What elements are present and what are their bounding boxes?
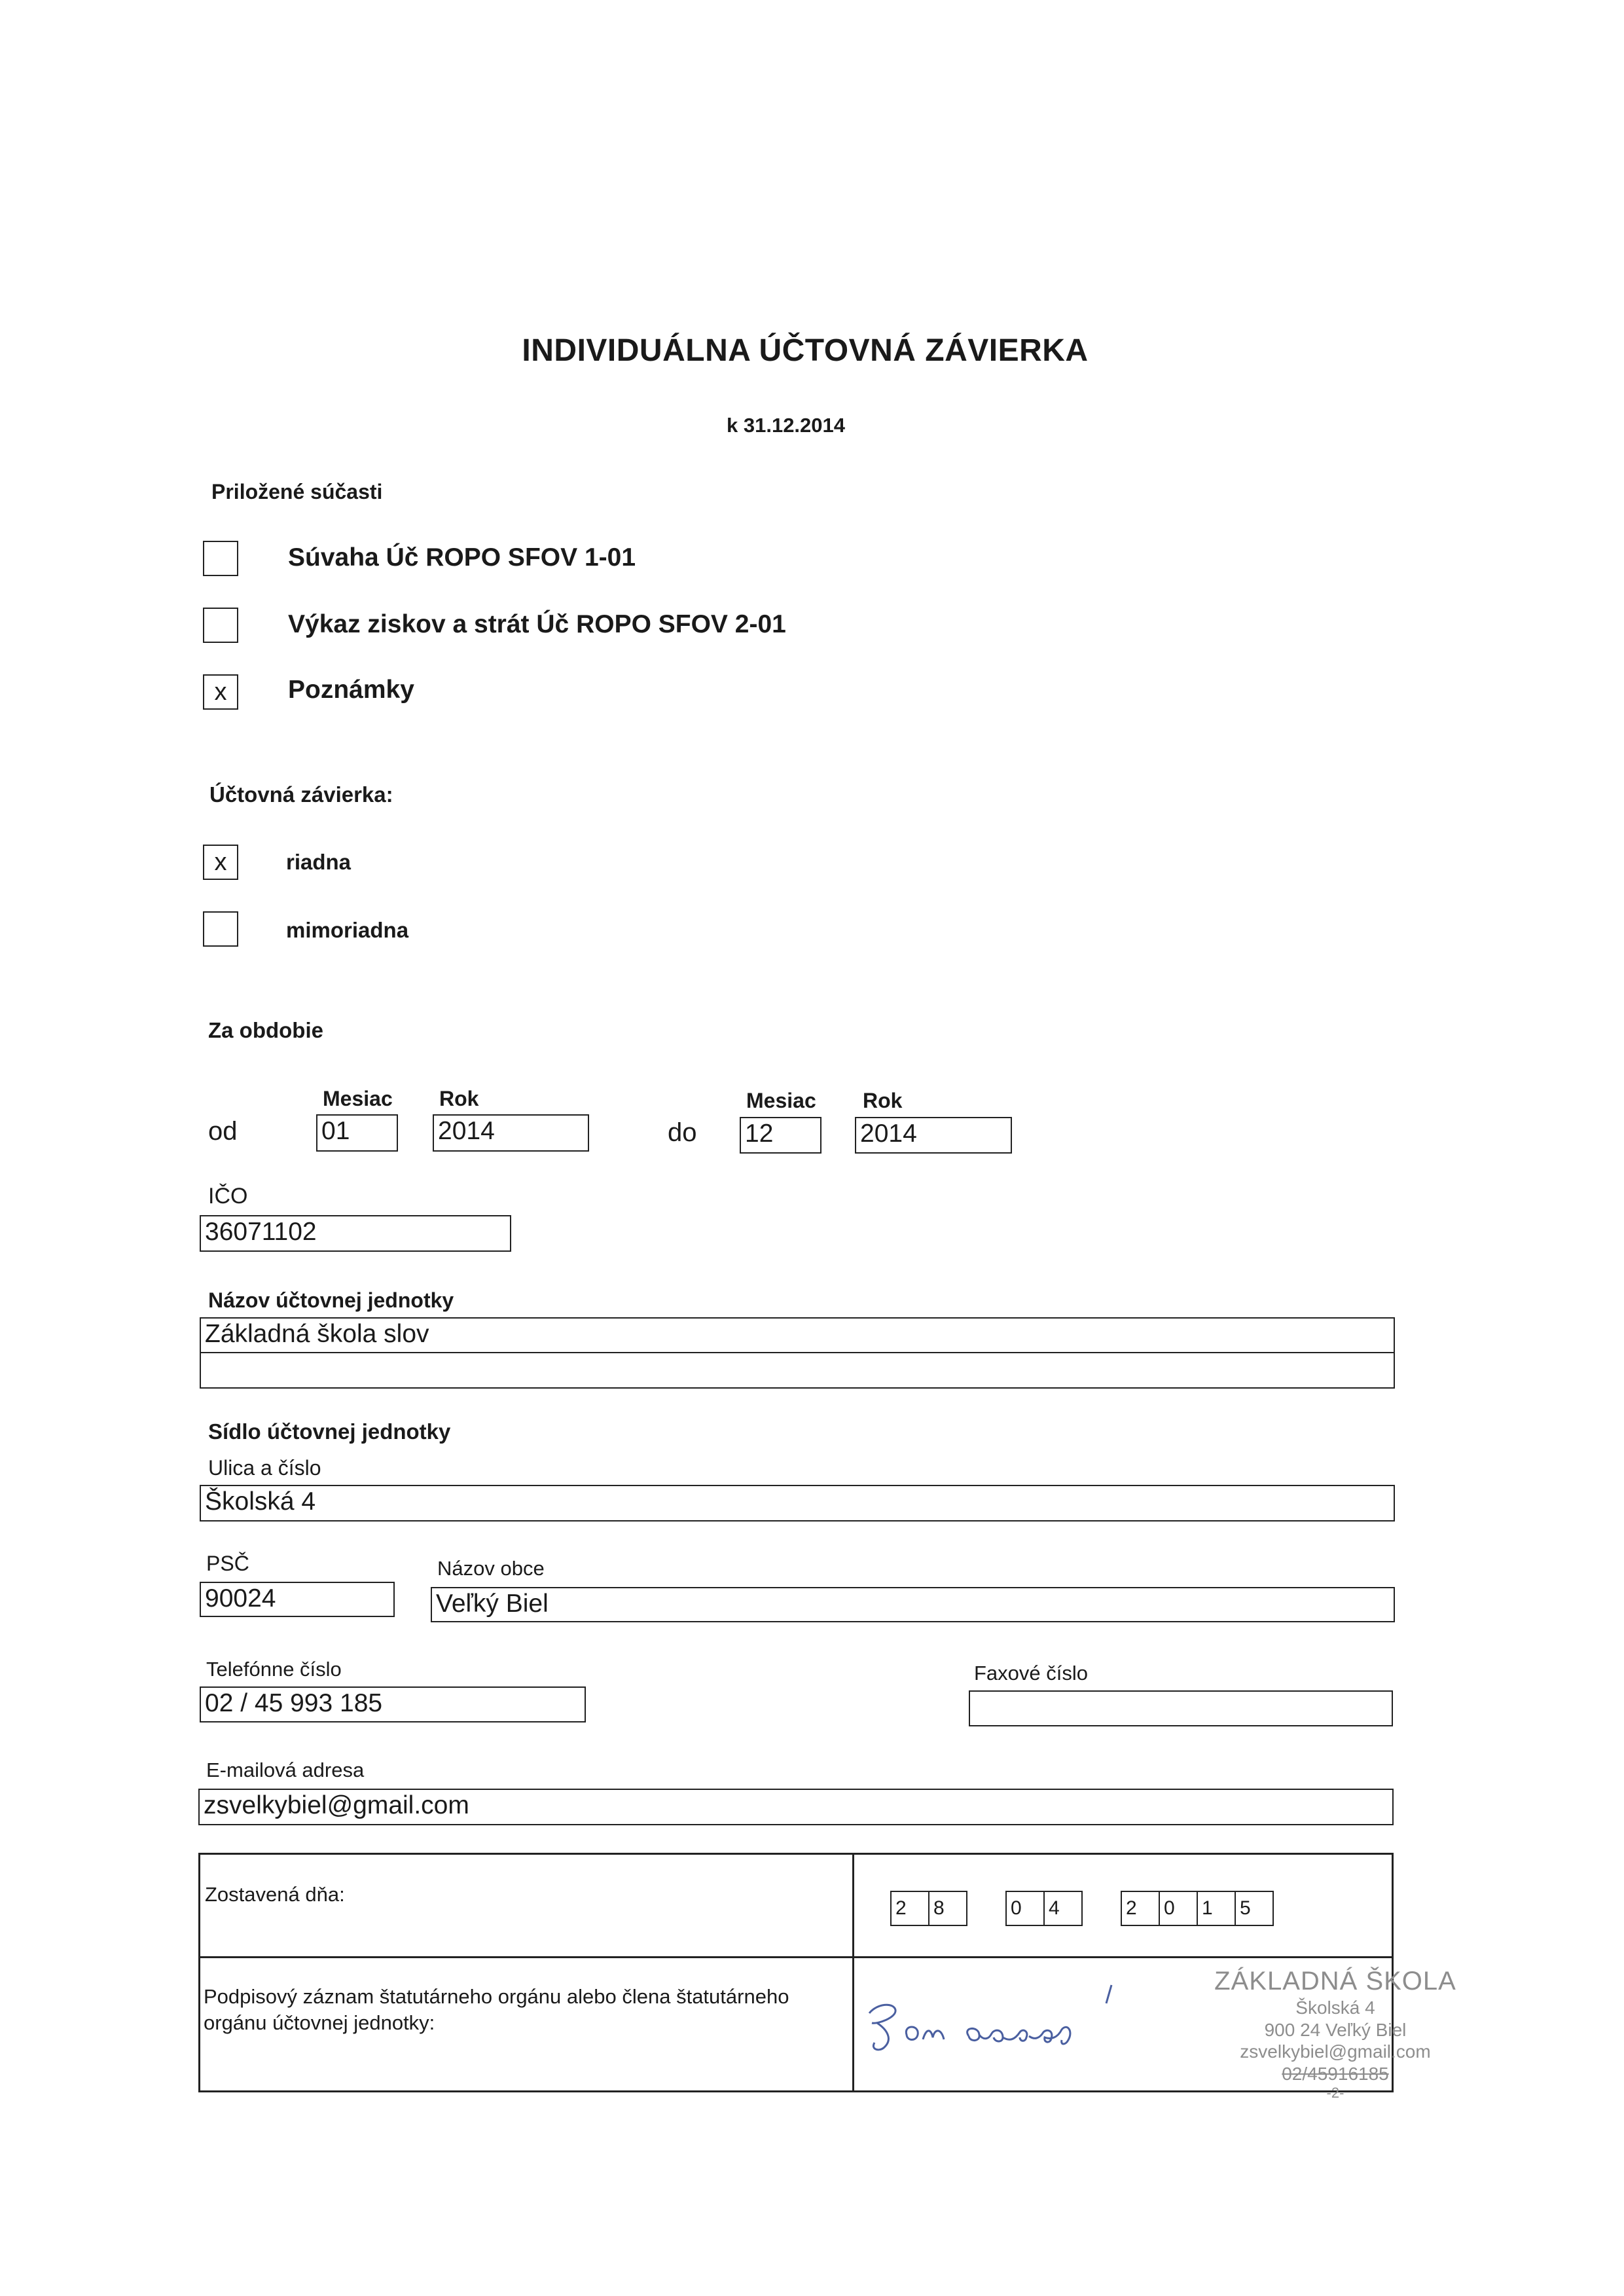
unit-name-label: Názov účtovnej jednotky	[208, 1288, 454, 1312]
attachment-poznamky-label: Poznámky	[288, 676, 414, 704]
compiled-day-digit-2[interactable]: 8	[928, 1891, 967, 1926]
compiled-year-digit-4[interactable]: 5	[1235, 1891, 1274, 1926]
to-month-field[interactable]: 12	[740, 1117, 821, 1154]
street-label: Ulica a číslo	[208, 1456, 321, 1480]
compiled-label: Zostavená dňa:	[205, 1883, 345, 1906]
from-year-label: Rok	[439, 1087, 479, 1110]
city-label: Názov obce	[437, 1557, 545, 1580]
street-field[interactable]: Školská 4	[200, 1485, 1395, 1522]
psc-field[interactable]: 90024	[200, 1582, 395, 1617]
unit-name-line1[interactable]: Základná škola slov	[200, 1317, 1395, 1353]
attachments-label: Priložené súčasti	[211, 480, 383, 503]
to-label: do	[668, 1118, 697, 1147]
compiled-year-digit-2[interactable]: 0	[1159, 1891, 1198, 1926]
stamp-line-3: 900 24 Veľký Biel	[1264, 2019, 1407, 2040]
period-label: Za obdobie	[208, 1018, 323, 1042]
phone-label: Telefónne číslo	[206, 1658, 342, 1681]
checkbox-poznamky[interactable]: x	[203, 674, 238, 710]
checkbox-vykaz[interactable]	[203, 608, 238, 643]
table-divider-vertical	[852, 1853, 854, 2092]
email-label: E-mailová adresa	[206, 1758, 365, 1781]
stamp-line-2: Školská 4	[1295, 1997, 1375, 2018]
address-label: Sídlo účtovnej jednotky	[208, 1419, 451, 1444]
compiled-month-digit-1[interactable]: 0	[1005, 1891, 1045, 1926]
from-year-field[interactable]: 2014	[433, 1114, 589, 1152]
from-month-label: Mesiac	[323, 1087, 393, 1110]
from-month-field[interactable]: 01	[316, 1114, 398, 1152]
signature-label-line2: orgánu účtovnej jednotky:	[204, 2011, 435, 2034]
stamp-line-4: zsvelkybiel@gmail.com	[1240, 2041, 1431, 2062]
school-stamp	[1198, 1965, 1473, 2102]
checkbox-suvaha[interactable]	[203, 541, 238, 576]
ico-field[interactable]: 36071102	[200, 1215, 511, 1252]
compiled-year-digit-3[interactable]: 1	[1197, 1891, 1236, 1926]
document-title: INDIVIDUÁLNA ÚČTOVNÁ ZÁVIERKA	[522, 333, 1089, 368]
closing-type-label: Účtovná závierka:	[209, 782, 393, 807]
phone-field[interactable]: 02 / 45 993 185	[200, 1686, 586, 1722]
closing-riadna-label: riadna	[286, 850, 352, 874]
handwritten-signature	[857, 1977, 1139, 2062]
fax-field[interactable]	[969, 1690, 1393, 1726]
signature-label-line1: Podpisový záznam štatutárneho orgánu alebo člena štatutárneho	[204, 1985, 789, 2008]
compiled-year-digit-1[interactable]: 2	[1121, 1891, 1160, 1926]
attachment-vykaz-label: Výkaz ziskov a strát Úč ROPO SFOV 2-01	[288, 610, 786, 638]
compiled-month-digit-2[interactable]: 4	[1043, 1891, 1083, 1926]
from-label: od	[208, 1117, 238, 1146]
fax-label: Faxové číslo	[974, 1662, 1089, 1685]
checkbox-riadna[interactable]: x	[203, 845, 238, 880]
unit-name-line2[interactable]	[200, 1352, 1395, 1389]
stamp-line-6: -2-	[1326, 2085, 1344, 2102]
city-field[interactable]: Veľký Biel	[431, 1587, 1395, 1622]
stamp-line-1: ZÁKLADNÁ ŠKOLA	[1214, 1967, 1456, 1995]
stamp-line-5: 02/45916185	[1282, 2063, 1389, 2084]
closing-mimoriadna-label: mimoriadna	[286, 918, 409, 942]
attachment-suvaha-label: Súvaha Úč ROPO SFOV 1-01	[288, 543, 636, 572]
table-divider-horizontal	[198, 1956, 1394, 1958]
psc-label: PSČ	[206, 1552, 249, 1575]
to-year-label: Rok	[863, 1089, 903, 1112]
to-month-label: Mesiac	[746, 1089, 816, 1112]
compiled-day-digit-1[interactable]: 2	[890, 1891, 929, 1926]
closing-date: k 31.12.2014	[727, 414, 846, 437]
email-field[interactable]: zsvelkybiel@gmail.com	[198, 1789, 1394, 1825]
ico-label: IČO	[208, 1184, 248, 1209]
checkbox-mimoriadna[interactable]	[203, 911, 238, 947]
to-year-field[interactable]: 2014	[855, 1117, 1012, 1154]
